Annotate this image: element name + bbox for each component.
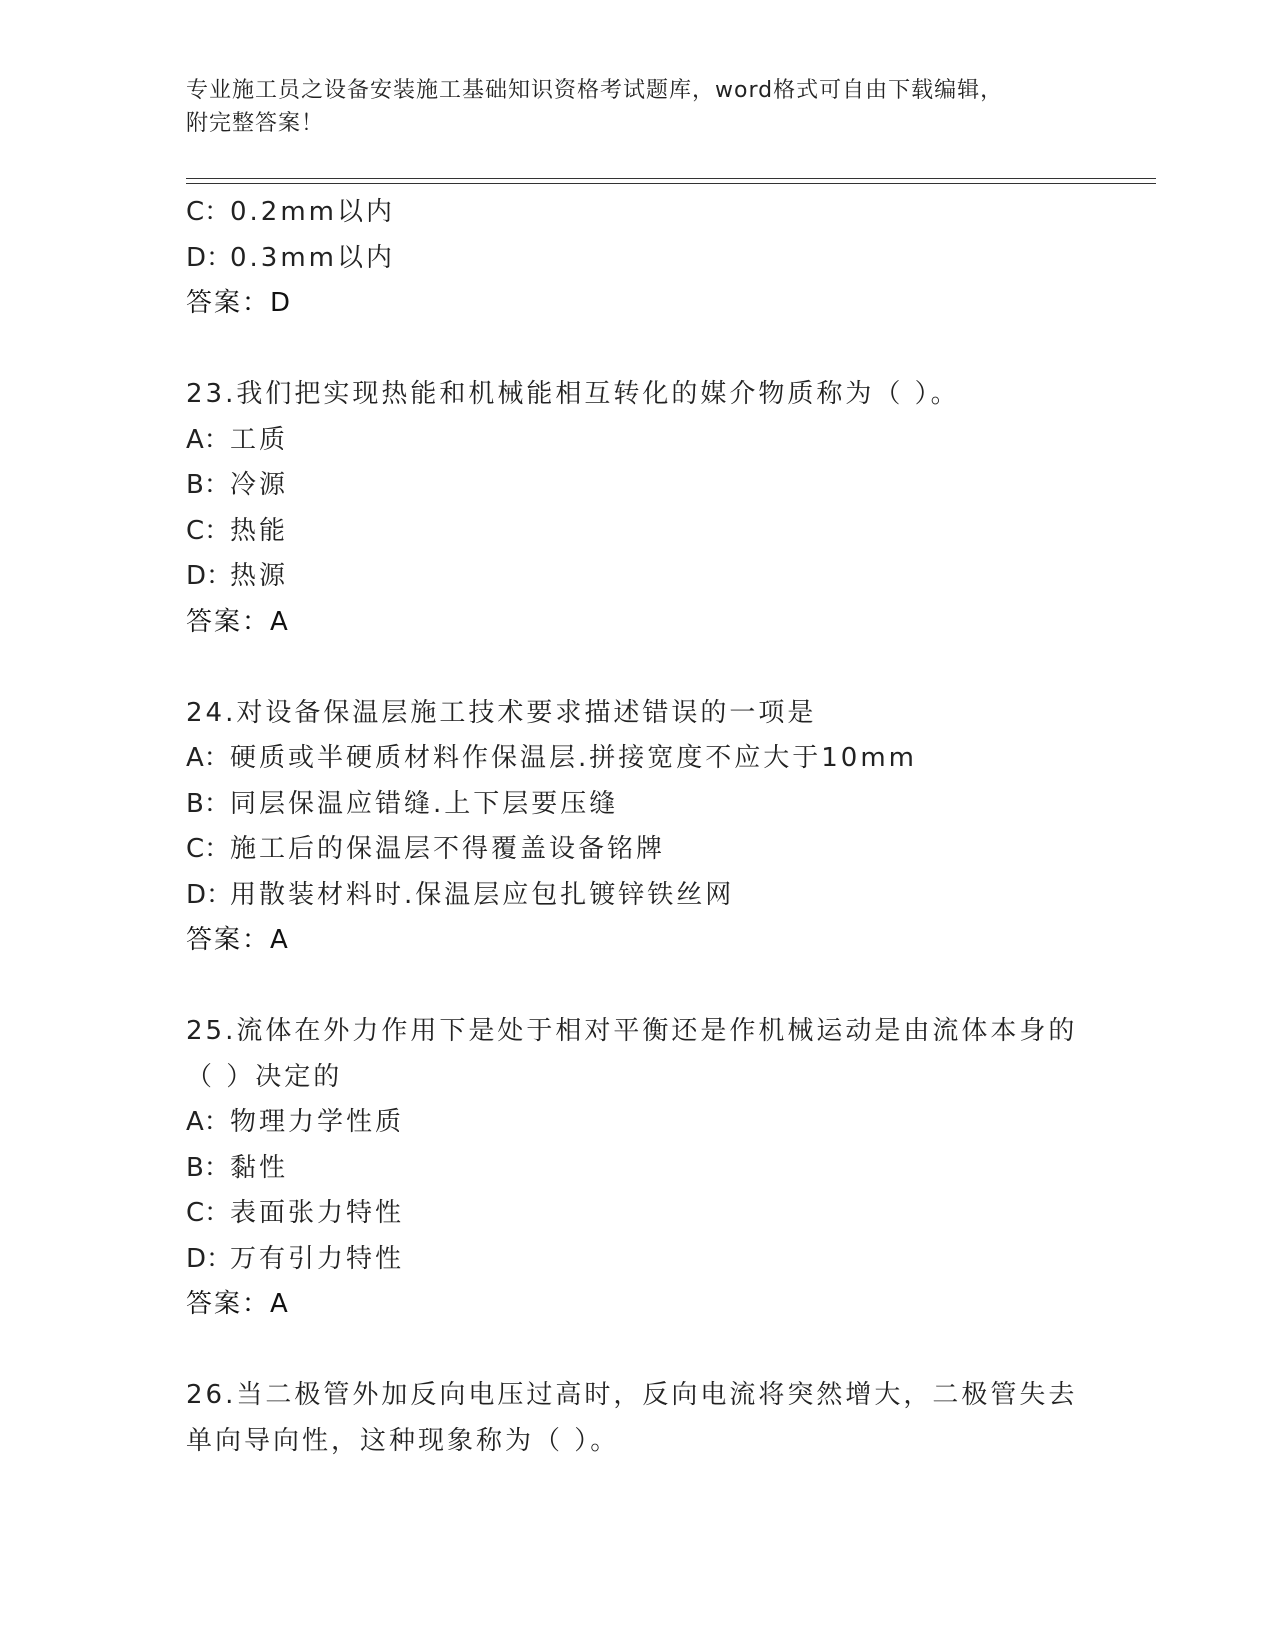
answer-line: 答案：A (186, 925, 290, 955)
option-text: 冷源 (230, 470, 289, 500)
option-a (186, 418, 1086, 464)
option-a (186, 1100, 1086, 1146)
answer-line: 答案：A (186, 1289, 290, 1319)
option-prefix: D： (186, 561, 233, 591)
option-a (186, 736, 1086, 782)
option-d (186, 1237, 1086, 1283)
header-rule-top (186, 178, 1156, 179)
option-prefix: A： (186, 424, 230, 455)
option-prefix: B： (186, 470, 230, 500)
option-b (186, 463, 1086, 509)
option-c (186, 827, 1086, 873)
answer-line: 答案：A (186, 606, 290, 637)
question-stem-line-2: （ ）决定的 (186, 1061, 343, 1092)
question-list (186, 190, 1086, 1464)
option-prefix: A： (186, 1107, 230, 1137)
header-line-1: 专业施工员之设备安装施工基础知识资格考试题库，word格式可自由下载编辑， (186, 78, 1004, 103)
spacer (186, 964, 1086, 1010)
option-text: 同层保温应错缝.上下层要压缝 (230, 788, 619, 819)
option-text: 热能 (230, 515, 289, 546)
option-prefix: A： (186, 743, 230, 773)
option-text: 硬质或半硬质材料作保温层.拼接宽度不应大于10mm (230, 743, 918, 773)
option-c (186, 1191, 1086, 1237)
option-text: 热源 (230, 561, 289, 591)
question-23 (186, 372, 1086, 645)
option-c (186, 509, 1086, 555)
answer-line: 答案：D (186, 288, 293, 318)
option-prefix: D： (186, 879, 233, 910)
option-b (186, 782, 1086, 828)
option-prefix: B： (186, 1152, 230, 1183)
option-prefix: C： (186, 1198, 231, 1228)
option-text: 0.3mm以内 (230, 242, 396, 273)
question-stem: 24.对设备保温层施工技术要求描述错误的一项是 (186, 697, 817, 728)
option-prefix: D： (186, 242, 233, 273)
question-24 (186, 691, 1086, 964)
option-d (186, 873, 1086, 919)
question-stem-line-2: 单向导向性，这种现象称为（ ）。 (186, 1425, 620, 1456)
option-text: 万有引力特性 (230, 1243, 405, 1274)
option-text: 黏性 (230, 1152, 289, 1183)
question-22-tail (186, 190, 1086, 327)
option-prefix: D： (186, 1243, 233, 1274)
option-d (186, 236, 1086, 282)
option-text: 物理力学性质 (230, 1107, 405, 1137)
question-stem-line-1: 25.流体在外力作用下是处于相对平衡还是作机械运动是由流体本身的 (186, 1016, 1078, 1046)
question-26 (186, 1373, 1086, 1464)
option-d (186, 554, 1086, 600)
question-25 (186, 1009, 1086, 1328)
option-prefix: C： (186, 834, 231, 864)
option-text: 工质 (230, 424, 289, 455)
option-b (186, 1146, 1086, 1192)
header-line-2: 附完整答案！ (186, 111, 325, 136)
question-stem: 23.我们把实现热能和机械能相互转化的媒介物质称为（ ）。 (186, 379, 960, 409)
document-header (186, 74, 1086, 140)
option-prefix: B： (186, 788, 230, 819)
option-prefix: C： (186, 515, 231, 546)
spacer (186, 645, 1086, 691)
option-text: 用散装材料时.保温层应包扎镀锌铁丝网 (230, 879, 735, 910)
spacer (186, 327, 1086, 373)
option-text: 表面张力特性 (230, 1198, 405, 1228)
option-text: 施工后的保温层不得覆盖设备铭牌 (230, 834, 666, 864)
option-prefix: C： (186, 197, 231, 227)
header-rule-bottom (186, 183, 1156, 184)
option-text: 0.2mm以内 (230, 197, 396, 227)
option-c (186, 190, 1086, 236)
spacer (186, 1328, 1086, 1374)
question-stem-line-1: 26.当二极管外加反向电压过高时，反向电流将突然增大，二极管失去 (186, 1380, 1078, 1410)
